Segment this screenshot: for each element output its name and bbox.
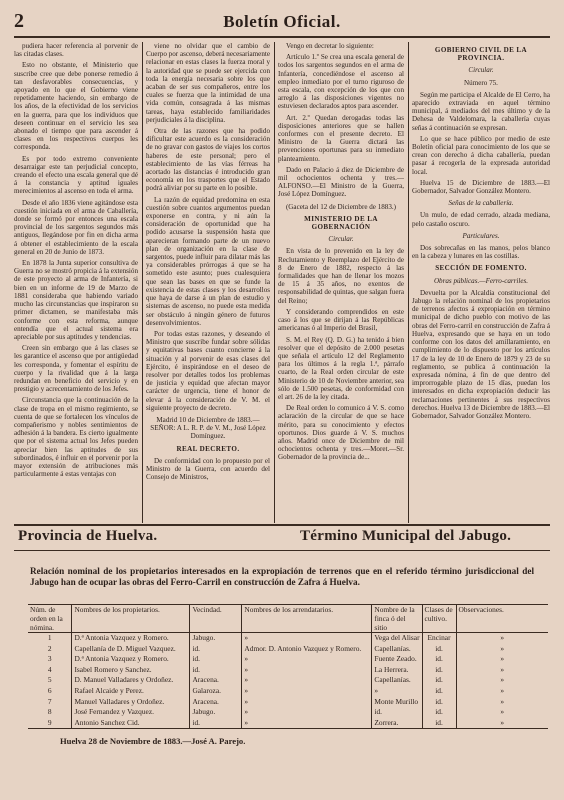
- table-cell: D.ª Antonia Vazquez y Romero.: [72, 654, 190, 665]
- column-paragraph: De Real orden lo comunico á V. S. como aclaración de la circular de que se hace mérito, para su conocimiento y efectos oportunos. Dios guarde á V. S. muchos años. Madrid once de Diciembre de mil ochocientos ochenta y tres.—Moret.—Sr. Gobernador de la provincia de...: [278, 404, 404, 462]
- table-row: [28, 707, 548, 718]
- table-cell: Capellanías.: [372, 644, 422, 655]
- table-cell: id.: [190, 718, 242, 729]
- column-divider: [274, 42, 275, 523]
- table-cell: Capellanía de D. Miguel Vazquez.: [72, 644, 190, 655]
- section-rule-lower: [14, 550, 550, 551]
- owners-table: [28, 604, 548, 729]
- signature-line: Huelva 28 de Noviembre de 1883.—José A. Parejo.: [60, 736, 246, 746]
- table-cell: »: [456, 633, 548, 644]
- table-cell: Aracena.: [190, 675, 242, 686]
- column-1: [14, 42, 138, 523]
- column-paragraph: Particulares.: [462, 231, 500, 240]
- column-paragraph: Esto no obstante, el Ministerio que suscribe cree que debe ponerse remedio á tan desfavorables consecuencias, y apoyado en lo que el Gobierno viene repetidamente haciendo, sin embargo de los años, de la efectividad de los servicios en la guerra, para que los individuos que deseen continuar en el servicio les sea abonado el tiempo que para ascender á clases en los respectivos cuerpos les corresponda.: [14, 61, 138, 152]
- table-row: [28, 718, 548, 729]
- table-cell: 9: [28, 718, 72, 729]
- column-divider: [408, 42, 409, 523]
- table-cell: »: [242, 665, 372, 676]
- column-paragraph: Art. 2.º Quedan derogadas todas las disposiciones anteriores que se hallen conformes con el presente decreto. El Ministro de la Guerra dictará las prevenciones oportunas para su inmediato planteamiento.: [278, 113, 404, 163]
- table-cell: id.: [422, 654, 456, 665]
- table-cell: Encinar: [422, 633, 456, 644]
- column-paragraph: De conformidad con lo propuesto por el Ministro de la Guerra, con acuerdo del Consejo de Ministros,: [146, 456, 270, 482]
- table-cell: »: [242, 686, 372, 697]
- table-cell: »: [456, 654, 548, 665]
- table-cell: 5: [47, 675, 52, 685]
- table-row: [28, 697, 548, 708]
- column-paragraph: SECCIÓN DE FOMENTO.: [435, 264, 527, 273]
- column-paragraph: REAL DECRETO.: [176, 444, 240, 453]
- column-paragraph: Y considerando comprendidos en este caso á los que se dirijan á las Repúblicas americanas ó al Imperio del Brasil,: [278, 307, 404, 333]
- table-cell: D. Manuel Valladares y Ordoñez.: [72, 675, 190, 686]
- column-paragraph: pudiera hacer referencia al porvenir de las citadas clases.: [14, 42, 138, 59]
- table-cell: id.: [372, 707, 422, 718]
- table-cell: 4: [47, 664, 52, 674]
- column-4: [412, 42, 550, 523]
- table-cell: »: [242, 718, 372, 729]
- column-paragraph: MINISTERIO DE LA GOBERNACIÓN: [304, 214, 378, 232]
- section-title-municipality: Término Municipal del Jabugo.: [300, 528, 512, 544]
- column-paragraph: GOBIERNO CIVIL DE LA PROVINCIA.: [434, 46, 528, 63]
- column-paragraph: En 1878 la Junta superior consultiva de Guerra no se mostró propicia á la extensión de este proyecto al arma de Infantería, si bien en un informe de 19 de Marzo de 1881 consideraba que habiendo variado mucho las circunstancias que inspiraron su primer dictamen, se manifestaba más conforme con esta reforma, aunque entendía que el actual sistema era apreciable por sus aptitudes y tendencias.: [14, 259, 138, 341]
- table-row: [28, 686, 548, 697]
- table-cell: »: [456, 644, 548, 655]
- table-cell: id.: [422, 665, 456, 676]
- table-header-cell: Nombre de la finca ó del sitio: [372, 605, 422, 633]
- table-cell: »: [456, 707, 548, 718]
- table-header-cell: Observaciones.: [456, 605, 548, 633]
- section-title-province: Provincia de Huelva.: [18, 528, 158, 544]
- table-header-cell: Nombres de los arrendatarios.: [242, 605, 372, 633]
- column-paragraph: Madrid 10 de Diciembre de 1883.—SEÑOR: A L. R. P. de V. M., José López Domínguez.: [150, 415, 266, 441]
- table-cell: D.ª Antonia Vazquez y Romero.: [72, 633, 190, 644]
- section-rule: [14, 524, 550, 526]
- column-paragraph: S. M. el Rey (Q. D. G.) ha tenido á bien resolver que el depósito de 2.000 pesetas que señala el artículo 12 del Reglamento para los últimos á la regla 1.ª, párrafo cuarto, de la Real orden circular de este Ministerio de 10 de Noviembre anterior, sea sólo de 1.500 pesetas, de conformidad con el art. 26 de la ley citada.: [278, 335, 404, 401]
- column-paragraph: Artículo 1.º Se crea una escala general de todos los sargentos segundos en el arma de Infantería, concediéndose el ascenso al empleo inmediato por el turno riguroso de esta escala, con excepción de los que con arreglo á las disposiciones vigentes no estuviesen declarados aptos para ascender.: [278, 53, 404, 111]
- column-divider: [142, 42, 143, 523]
- table-header-cell: Clases de cultivo.: [422, 605, 456, 633]
- table-row: [28, 665, 548, 676]
- table-cell: Jabugo.: [190, 633, 242, 644]
- table-cell: »: [242, 697, 372, 708]
- table-cell: id.: [422, 644, 456, 655]
- table-cell: Jabugo.: [190, 707, 242, 718]
- column-paragraph: La razón de equidad predomina en esta cuestión sobre cuantos argumentos puedan exponerse en contra, y ni aún la consideración de oportunidad que ha podido acusarse la suspensión hasta que aparecieran formando parte de un nuevo plan de organización en la clase de sargentos, puede influir para dilatar más las ya considerables prórrogas á que se ha sometido este asunto; pues cualesquiera que sean las bases en que se funde la existencia de estas clases y los desarrollos que haya de darse á un plan de estudio y sistemas de ascenso, no puede esta medida ser obstáculo á ningún género de futuros desenvolvimientos.: [146, 195, 270, 327]
- text-columns: [14, 42, 550, 523]
- table-cell: »: [242, 675, 372, 686]
- table-cell: »: [242, 654, 372, 665]
- table-cell: »: [372, 686, 422, 697]
- relation-heading: Relación nominal de los propietarios interesados en la expropiación de terrenos que en el referido término jurisdiccional del Jabugo han de ocupar las obras del Ferro-Carril en construcción de Zafra á Huelva.: [30, 566, 534, 587]
- header-rule: [14, 36, 550, 38]
- table-cell: 2: [47, 643, 52, 653]
- column-paragraph: Un mulo, de edad cerrado, alzada mediana, pelo castaño oscuro.: [412, 211, 550, 228]
- table-cell: »: [456, 675, 548, 686]
- table-cell: id.: [190, 654, 242, 665]
- table-row: [28, 633, 548, 644]
- table-cell: »: [456, 686, 548, 697]
- table-cell: id.: [422, 675, 456, 686]
- column-paragraph: Circular.: [328, 235, 354, 244]
- column-paragraph: Circunstancia que la continuación de la clase de tropa en el mismo regimiento, se cuenta de que se fortalecen los vínculos de compañerismo y nobles sentimientos de adhesión á la bandera. Es cierto igualmente que por el sistema actual los Jefes pueden apreciar bien las aptitudes de sus subordinados, é influir en el porvenir por la mayor extensión de atribuciones más particularmente á estas ventajas con: [14, 396, 138, 479]
- table-header-cell: Nombres de los propietarios.: [72, 605, 190, 633]
- journal-title: Boletín Oficial.: [223, 12, 341, 31]
- column-paragraph: Número 75.: [464, 78, 498, 87]
- column-paragraph: Lo que se hace público por medio de este Boletín oficial para conocimiento de los que se crean con derecho á dicha caballería, puedan pasar á recogerla de la expresada autoridad local.: [412, 134, 550, 176]
- column-paragraph: Otra de las razones que ha podido dificultar este acuerdo es la consideración de no gravar con gastos de viajes los cortos haberes de este personal; pero el establecimiento de las vías férreas ha acortado las distancias é introducido gran economía en los trasportes que el Estado podrá aliviar por su parte en lo posible.: [146, 127, 270, 193]
- column-paragraph: Huelva 15 de Diciembre de 1883.—El Gobernador, Salvador González Montero.: [412, 178, 550, 196]
- table-cell: id.: [422, 686, 456, 697]
- table-cell: id.: [422, 697, 456, 708]
- table-cell: Capellanías.: [372, 675, 422, 686]
- table-cell: »: [242, 707, 372, 718]
- column-paragraph: Señas de la caballería.: [448, 199, 514, 208]
- column-paragraph: Creen sin embargo que á las clases se les garantice el ascenso que por antigüedad les corresponda, y fomentar el espíritu de cuerpo y la rivalidad que á la larga redundan en beneficio del servicio y en prestigio y acrecentamiento de los Jefes.: [14, 344, 138, 394]
- table-cell: 8: [47, 707, 52, 717]
- table-cell: La Herrera.: [372, 665, 422, 676]
- table-cell: Zorrera.: [372, 718, 422, 729]
- table-body: [28, 633, 548, 729]
- table-header-cell: Núm. de orden en la nómina.: [28, 605, 72, 633]
- column-3: [278, 42, 404, 523]
- table-cell: »: [242, 633, 372, 644]
- table-cell: Galaroza.: [190, 686, 242, 697]
- table-row: [28, 675, 548, 686]
- table-cell: Isabel Romero y Sanchez.: [72, 665, 190, 676]
- table-cell: Fuente Zeado.: [372, 654, 422, 665]
- table-cell: »: [456, 665, 548, 676]
- table-cell: »: [456, 718, 548, 729]
- table-cell: id.: [422, 718, 456, 729]
- column-paragraph: Circular.: [468, 66, 494, 75]
- table-row: [28, 644, 548, 655]
- column-2: [146, 42, 270, 523]
- column-paragraph: viene no olvidar que el cambio de Cuerpo por ascenso, deberá necesariamente relacionar en estas clases la fuerza moral y la autoridad que se puede ser ejercida con toda la energía necesaria sobre los que acaban de ser sus compañeros, entre los cuales se fuerza que la intimidad de una vida común, consagrada á las mismas tareas, haya establecido familiaridades perjudiciales á la disciplina.: [146, 42, 270, 124]
- table-header-row: [28, 605, 548, 633]
- page-number: 2: [14, 10, 24, 32]
- table-cell: Monte Murillo: [372, 697, 422, 708]
- table-cell: 3: [47, 654, 52, 664]
- column-paragraph: Según me participa el Alcalde de El Cerro, ha aparecido extraviada en aquel término municipal, á mediados del mes último y de la Dehesa de Valdelomara, la caballería cuyas señas á continuación se expresan.: [412, 90, 550, 132]
- page-header: [14, 10, 550, 36]
- table-cell: id.: [190, 644, 242, 655]
- column-paragraph: Por todas estas razones, y deseando el Ministro que suscribe fundar sobre sólidas y equitativas bases cuanto concierne á la situación y al porvenir de esas clases del Ejército, é inspirándose en el deseo de resolver por detalles todos los problemas de justicia y equidad que afectan mayor carácter de urgencia, tiene el honor de elevar á la consideración de V. M. el siguiente proyecto de decreto.: [146, 329, 270, 412]
- table-cell: Vega del Alisar: [372, 633, 422, 644]
- table-cell: Rafael Alcaide y Perez.: [72, 686, 190, 697]
- table-cell: »: [456, 697, 548, 708]
- column-paragraph: Devuelta por la Alcaldía constitucional del Jabugo la relación nominal de los propietarios de terrenos afectos á expropiación en término municipal de dicho pueblo con motivo de las obras del Ferro-carril en construcción de Zafra á Huelva, expresando que se haya en un todo conforme con los datos del amillaramiento, en cumplimiento de lo dispuesto por los artículos 17 de la ley de 10 de Enero de 1879 y 23 de su reglamento, se publica á continuación la expresada nómina, á fin de que dentro del improrrogable plazo de 15 días, puedan los interesados en dicha expropiación deducir las reclamaciones pertinentes á sus respectivos derechos. Huelva 13 de Diciembre de 1883.—El Gobernador, Salvador González Montero.: [412, 288, 550, 420]
- table-cell: José Fernandez y Vazquez.: [72, 707, 190, 718]
- table-row: [28, 654, 548, 665]
- column-paragraph: Obras públicas.—Ferro-carriles.: [433, 276, 529, 285]
- column-paragraph: Desde el año 1836 viene agitándose esta cuestión iniciada en el arma de Caballería, donde se formó por entonces una escala provincial de los sargentos segundos más antiguos, llegándose por fin en dicha arma á obtener el establecimiento de la escala general en 20 de Junio de 1873.: [14, 198, 138, 256]
- column-paragraph: Dos sobrecañas en las manos, pelos blanco en la cabeza y lunares en las costillas.: [412, 244, 550, 261]
- table-cell: Aracena.: [190, 697, 242, 708]
- table-header-cell: Vecindad.: [190, 605, 242, 633]
- column-paragraph: Es por todo extremo conveniente desarraigar este tan perjudicial concepto, creando el efecto una escala general que dé á la constancia y aptitud iguales merecimientos al ascenso en toda el arma.: [14, 154, 138, 196]
- column-paragraph: En vista de lo prevenido en la ley de Reclutamiento y Reemplazo del Ejército de 8 de Enero de 1882, respecto á las formalidades que han de llenar los mozos de 15 á 35 años, no exentos de responsabilidad de quintas, que salgan fuera del Reino;: [278, 247, 404, 305]
- column-paragraph: (Gaceta del 12 de Diciembre de 1883.): [285, 202, 397, 211]
- table-cell: 1: [47, 633, 52, 642]
- table-cell: 7: [47, 696, 52, 706]
- table-cell: Manuel Valladares y Ordoñez.: [72, 697, 190, 708]
- column-paragraph: Vengo en decretar lo siguiente:: [286, 42, 374, 50]
- column-paragraph: Dado en Palacio á diez de Diciembre de mil ochocientos ochenta y tres.—ALFONSO.—El Ministro de la Guerra, José López Domínguez.: [278, 165, 404, 199]
- table-cell: id.: [190, 665, 242, 676]
- table-cell: Admor. D. Antonio Vazquez y Romero.: [242, 644, 372, 655]
- table-cell: id.: [422, 707, 456, 718]
- table-cell: Antonio Sanchez Cid.: [72, 718, 190, 729]
- table-cell: 6: [47, 685, 52, 695]
